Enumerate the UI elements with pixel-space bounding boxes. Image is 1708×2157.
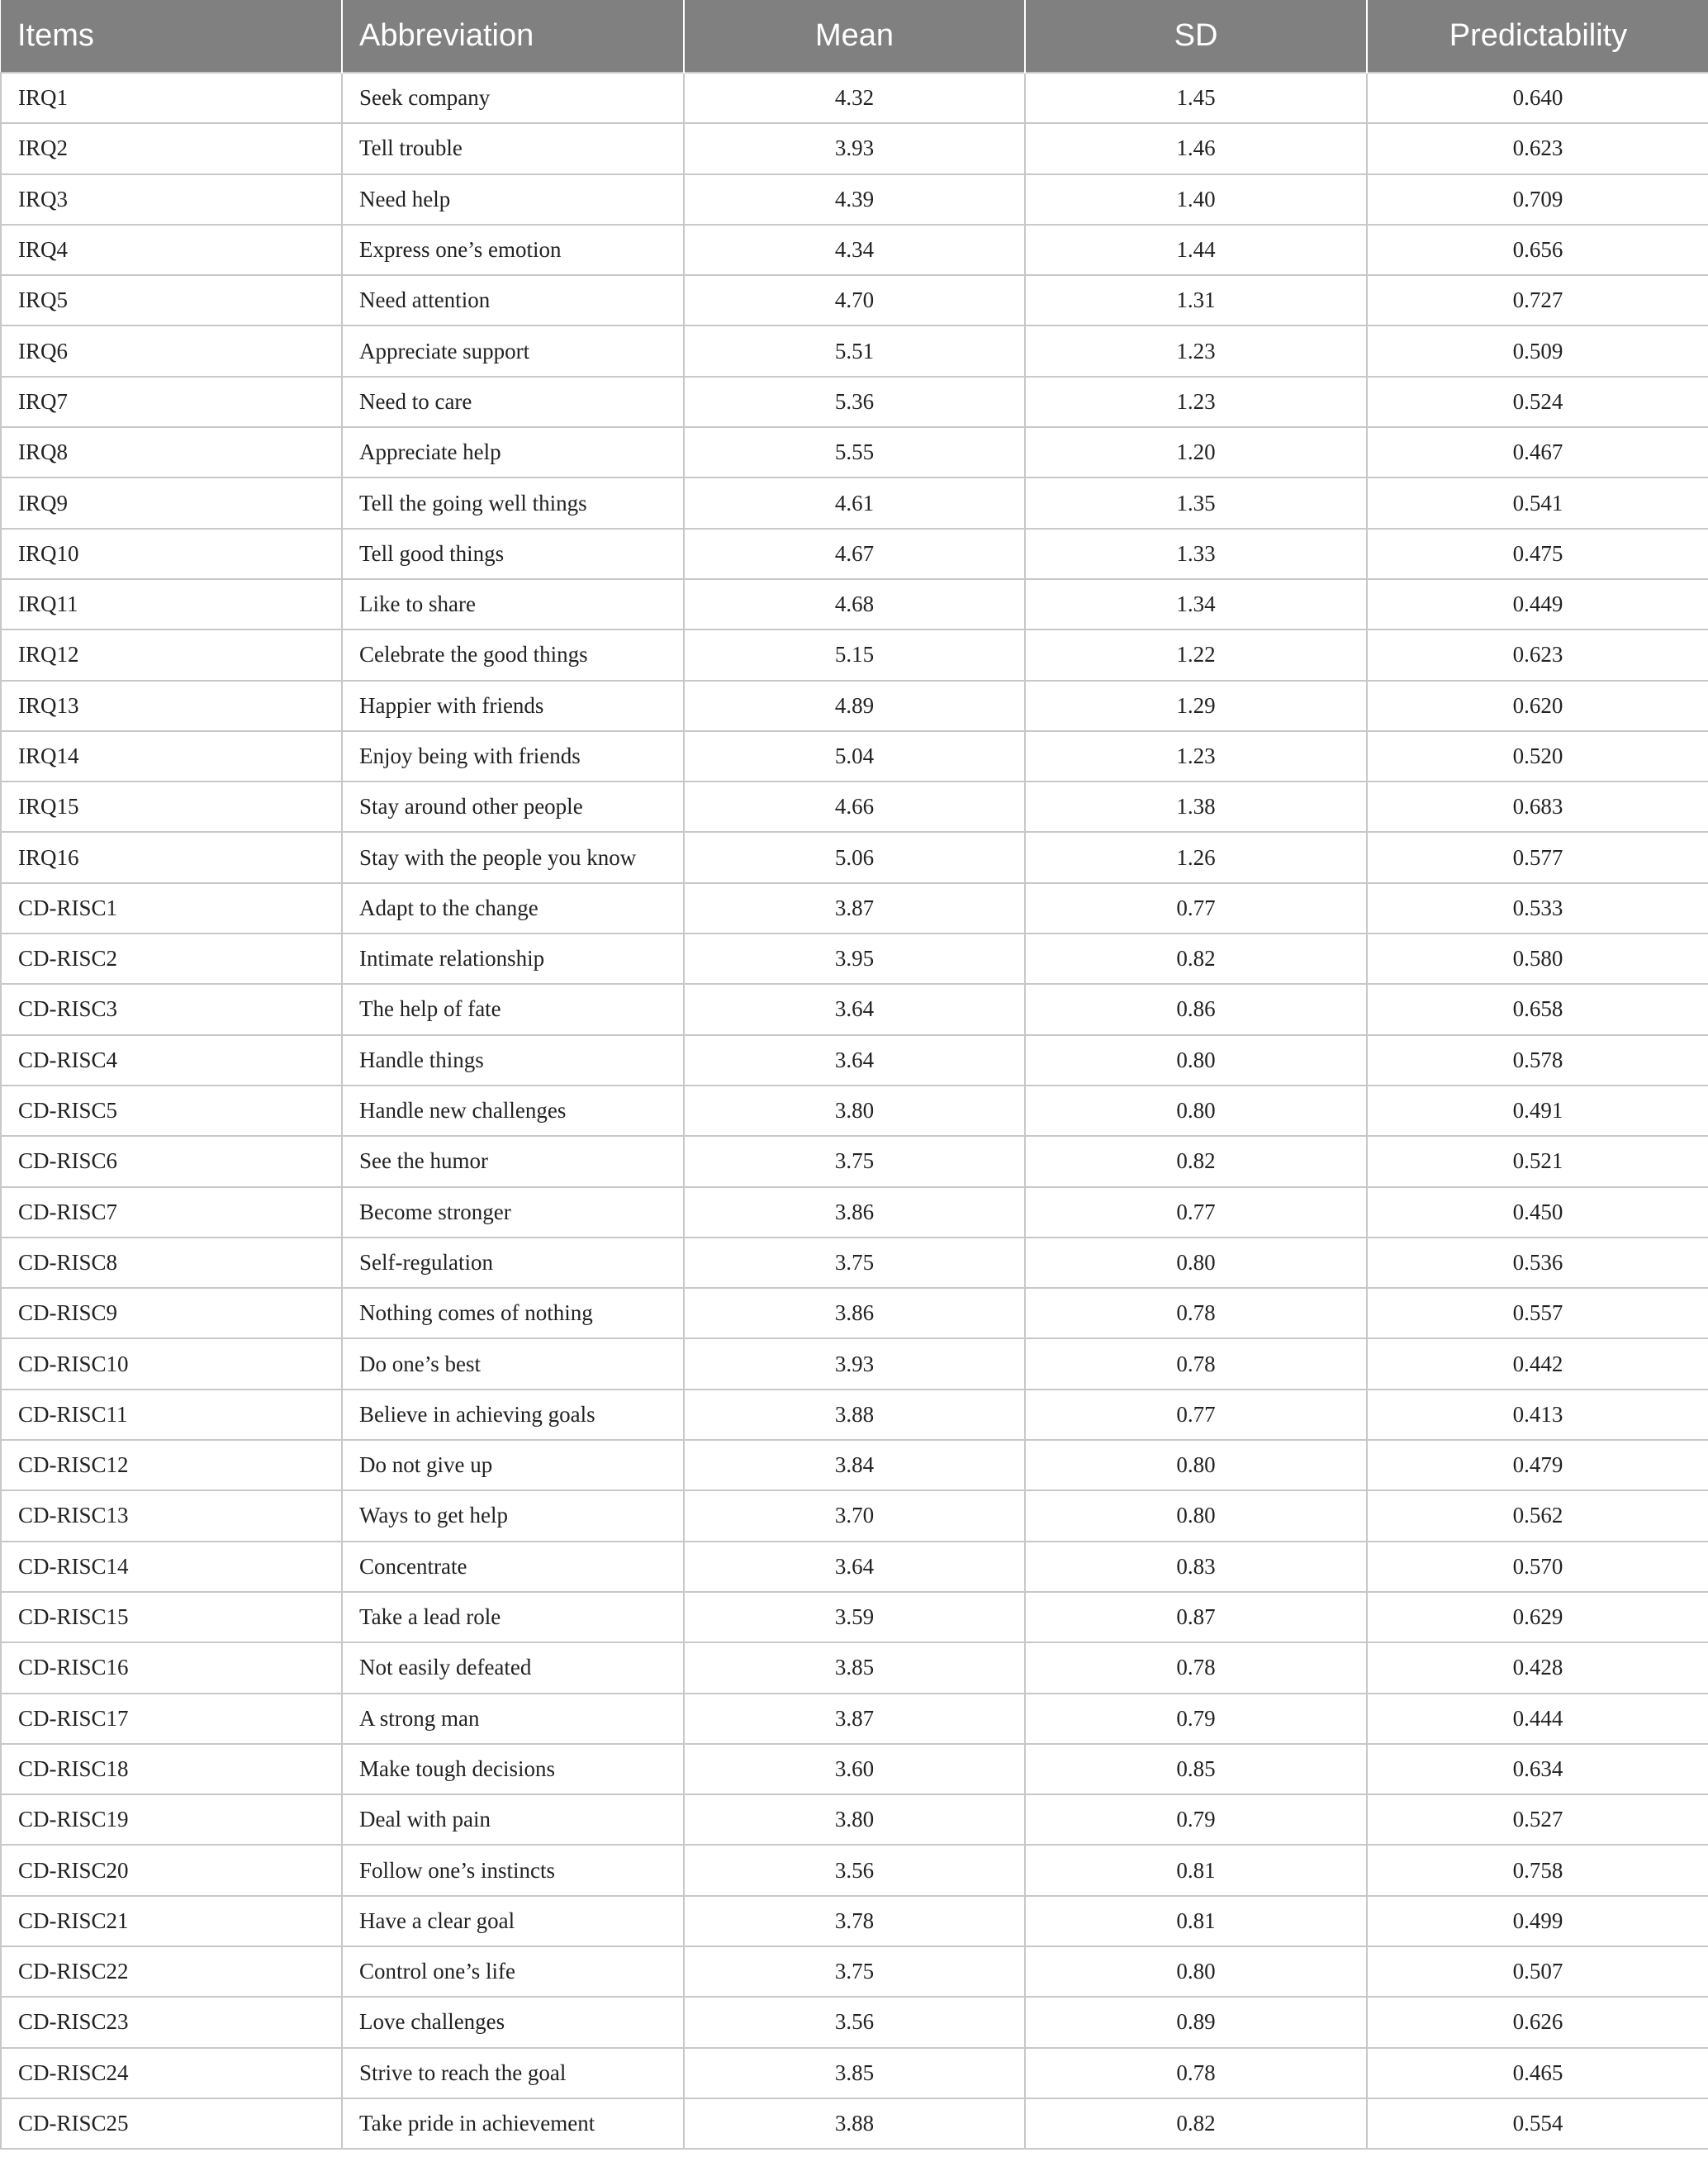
sd-cell: 0.77: [1025, 1390, 1367, 1440]
item-cell: CD-RISC4: [1, 1035, 342, 1086]
predictability-cell: 0.541: [1367, 477, 1708, 528]
table-row: [1, 529, 1708, 579]
predictability-cell: 0.499: [1367, 1896, 1708, 1946]
abbreviation-cell: Intimate relationship: [342, 934, 684, 984]
predictability-cell: 0.758: [1367, 1845, 1708, 1895]
column-header-sd: SD: [1025, 0, 1367, 73]
abbreviation-cell: Need help: [342, 174, 684, 225]
mean-cell: 3.64: [684, 984, 1025, 1034]
predictability-cell: 0.577: [1367, 832, 1708, 882]
mean-cell: 4.68: [684, 579, 1025, 630]
abbreviation-cell: Self-regulation: [342, 1238, 684, 1288]
sd-cell: 1.23: [1025, 325, 1367, 376]
item-cell: CD-RISC2: [1, 934, 342, 984]
sd-cell: 0.82: [1025, 1136, 1367, 1186]
item-cell: CD-RISC13: [1, 1490, 342, 1541]
mean-cell: 5.06: [684, 832, 1025, 882]
sd-cell: 0.77: [1025, 883, 1367, 934]
predictability-cell: 0.623: [1367, 123, 1708, 173]
predictability-cell: 0.709: [1367, 174, 1708, 225]
table-row: [1, 984, 1708, 1034]
sd-cell: 1.29: [1025, 681, 1367, 731]
predictability-cell: 0.491: [1367, 1086, 1708, 1136]
abbreviation-cell: Control one’s life: [342, 1946, 684, 1997]
abbreviation-cell: Tell the going well things: [342, 477, 684, 528]
table-body: [1, 73, 1708, 2149]
abbreviation-cell: A strong man: [342, 1694, 684, 1744]
table-row: [1, 1288, 1708, 1338]
item-cell: CD-RISC25: [1, 2098, 342, 2149]
mean-cell: 3.93: [684, 1338, 1025, 1389]
table-row: [1, 1238, 1708, 1288]
sd-cell: 1.34: [1025, 579, 1367, 630]
item-cell: CD-RISC5: [1, 1086, 342, 1136]
item-cell: CD-RISC11: [1, 1390, 342, 1440]
table-row: [1, 275, 1708, 325]
sd-cell: 1.45: [1025, 73, 1367, 123]
abbreviation-cell: Do not give up: [342, 1440, 684, 1490]
table-row: [1, 1542, 1708, 1592]
abbreviation-cell: Appreciate help: [342, 427, 684, 477]
item-cell: IRQ8: [1, 427, 342, 477]
sd-cell: 0.86: [1025, 984, 1367, 1034]
table-row: [1, 1794, 1708, 1845]
sd-cell: 1.35: [1025, 477, 1367, 528]
mean-cell: 3.75: [684, 1238, 1025, 1288]
item-cell: CD-RISC18: [1, 1744, 342, 1794]
item-cell: IRQ15: [1, 782, 342, 832]
predictability-cell: 0.658: [1367, 984, 1708, 1034]
table-row: [1, 123, 1708, 173]
sd-cell: 0.80: [1025, 1086, 1367, 1136]
header-row: [1, 0, 1708, 73]
sd-cell: 1.33: [1025, 529, 1367, 579]
item-cell: CD-RISC7: [1, 1187, 342, 1238]
table-row: [1, 477, 1708, 528]
mean-cell: 3.87: [684, 883, 1025, 934]
predictability-cell: 0.570: [1367, 1542, 1708, 1592]
table-row: [1, 1946, 1708, 1997]
abbreviation-cell: Ways to get help: [342, 1490, 684, 1541]
abbreviation-cell: Happier with friends: [342, 681, 684, 731]
sd-cell: 0.80: [1025, 1035, 1367, 1086]
item-cell: CD-RISC8: [1, 1238, 342, 1288]
mean-cell: 4.32: [684, 73, 1025, 123]
column-header-predictability: Predictability: [1367, 0, 1708, 73]
predictability-cell: 0.449: [1367, 579, 1708, 630]
abbreviation-cell: See the humor: [342, 1136, 684, 1186]
table-row: [1, 883, 1708, 934]
item-cell: CD-RISC9: [1, 1288, 342, 1338]
abbreviation-cell: Take a lead role: [342, 1592, 684, 1642]
table-row: [1, 1086, 1708, 1136]
mean-cell: 3.60: [684, 1744, 1025, 1794]
item-cell: CD-RISC19: [1, 1794, 342, 1845]
item-cell: IRQ2: [1, 123, 342, 173]
column-header-abbreviation: Abbreviation: [342, 0, 684, 73]
sd-cell: 0.79: [1025, 1694, 1367, 1744]
table-row: [1, 1997, 1708, 2047]
column-header-items: Items: [17, 18, 94, 53]
predictability-cell: 0.562: [1367, 1490, 1708, 1541]
predictability-cell: 0.578: [1367, 1035, 1708, 1086]
item-cell: IRQ14: [1, 731, 342, 782]
table-row: [1, 325, 1708, 376]
mean-cell: 3.64: [684, 1542, 1025, 1592]
table-row: [1, 1187, 1708, 1238]
item-cell: CD-RISC10: [1, 1338, 342, 1389]
predictability-cell: 0.527: [1367, 1794, 1708, 1845]
table-row: [1, 1845, 1708, 1895]
abbreviation-cell: Need to care: [342, 377, 684, 427]
predictability-cell: 0.634: [1367, 1744, 1708, 1794]
table-row: [1, 1390, 1708, 1440]
sd-cell: 1.23: [1025, 731, 1367, 782]
item-cell: CD-RISC14: [1, 1542, 342, 1592]
mean-cell: 3.93: [684, 123, 1025, 173]
abbreviation-cell: Stay around other people: [342, 782, 684, 832]
sd-cell: 0.85: [1025, 1744, 1367, 1794]
abbreviation-cell: Take pride in achievement: [342, 2098, 684, 2149]
abbreviation-cell: Stay with the people you know: [342, 832, 684, 882]
column-header-mean: Mean: [684, 0, 1025, 73]
sd-cell: 0.80: [1025, 1946, 1367, 1997]
item-cell: CD-RISC6: [1, 1136, 342, 1186]
table-row: [1, 427, 1708, 477]
mean-cell: 3.85: [684, 2048, 1025, 2098]
table-row: [1, 630, 1708, 680]
mean-cell: 3.86: [684, 1288, 1025, 1338]
item-cell: CD-RISC3: [1, 984, 342, 1034]
table-row: [1, 1490, 1708, 1541]
mean-cell: 4.34: [684, 225, 1025, 275]
mean-cell: 4.61: [684, 477, 1025, 528]
sd-cell: 1.20: [1025, 427, 1367, 477]
abbreviation-cell: Enjoy being with friends: [342, 731, 684, 782]
predictability-cell: 0.620: [1367, 681, 1708, 731]
mean-cell: 3.80: [684, 1794, 1025, 1845]
mean-cell: 4.89: [684, 681, 1025, 731]
item-cell: IRQ6: [1, 325, 342, 376]
mean-cell: 5.55: [684, 427, 1025, 477]
sd-cell: 0.78: [1025, 1288, 1367, 1338]
mean-cell: 4.66: [684, 782, 1025, 832]
item-cell: CD-RISC15: [1, 1592, 342, 1642]
table-row: [1, 2098, 1708, 2149]
item-cell: CD-RISC1: [1, 883, 342, 934]
abbreviation-cell: Do one’s best: [342, 1338, 684, 1389]
table-row: [1, 377, 1708, 427]
predictability-cell: 0.727: [1367, 275, 1708, 325]
abbreviation-cell: Not easily defeated: [342, 1642, 684, 1693]
item-cell: CD-RISC17: [1, 1694, 342, 1744]
mean-cell: 3.85: [684, 1642, 1025, 1693]
predictability-cell: 0.428: [1367, 1642, 1708, 1693]
predictability-cell: 0.442: [1367, 1338, 1708, 1389]
table-row: [1, 1694, 1708, 1744]
sd-cell: 0.80: [1025, 1490, 1367, 1541]
table-row: [1, 225, 1708, 275]
item-cell: CD-RISC24: [1, 2048, 342, 2098]
abbreviation-cell: Make tough decisions: [342, 1744, 684, 1794]
predictability-cell: 0.507: [1367, 1946, 1708, 1997]
sd-cell: 0.81: [1025, 1896, 1367, 1946]
table-header: [1, 0, 1708, 73]
mean-cell: 3.59: [684, 1592, 1025, 1642]
item-cell: IRQ10: [1, 529, 342, 579]
sd-cell: 0.78: [1025, 2048, 1367, 2098]
sd-cell: 1.38: [1025, 782, 1367, 832]
table-row: [1, 1136, 1708, 1186]
mean-cell: 3.84: [684, 1440, 1025, 1490]
sd-cell: 0.78: [1025, 1338, 1367, 1389]
abbreviation-cell: Express one’s emotion: [342, 225, 684, 275]
abbreviation-cell: Deal with pain: [342, 1794, 684, 1845]
abbreviation-cell: Like to share: [342, 579, 684, 630]
table-row: [1, 1896, 1708, 1946]
item-cell: CD-RISC16: [1, 1642, 342, 1693]
predictability-cell: 0.465: [1367, 2048, 1708, 2098]
sd-cell: 1.46: [1025, 123, 1367, 173]
mean-cell: 4.67: [684, 529, 1025, 579]
mean-cell: 5.04: [684, 731, 1025, 782]
mean-cell: 3.80: [684, 1086, 1025, 1136]
predictability-cell: 0.524: [1367, 377, 1708, 427]
sd-cell: 1.22: [1025, 630, 1367, 680]
table-row: [1, 1642, 1708, 1693]
predictability-cell: 0.629: [1367, 1592, 1708, 1642]
table-row: [1, 2048, 1708, 2098]
table-row: [1, 934, 1708, 984]
predictability-cell: 0.557: [1367, 1288, 1708, 1338]
mean-cell: 3.64: [684, 1035, 1025, 1086]
abbreviation-cell: Celebrate the good things: [342, 630, 684, 680]
sd-cell: 1.26: [1025, 832, 1367, 882]
mean-cell: 3.75: [684, 1946, 1025, 1997]
table-row: [1, 681, 1708, 731]
predictability-cell: 0.509: [1367, 325, 1708, 376]
table-row: [1, 1035, 1708, 1086]
sd-cell: 1.44: [1025, 225, 1367, 275]
mean-cell: 3.56: [684, 1845, 1025, 1895]
abbreviation-cell: Nothing comes of nothing: [342, 1288, 684, 1338]
predictability-cell: 0.450: [1367, 1187, 1708, 1238]
item-cell: CD-RISC22: [1, 1946, 342, 1997]
mean-cell: 5.51: [684, 325, 1025, 376]
abbreviation-cell: Need attention: [342, 275, 684, 325]
item-cell: IRQ7: [1, 377, 342, 427]
mean-cell: 4.70: [684, 275, 1025, 325]
sd-cell: 0.83: [1025, 1542, 1367, 1592]
item-cell: IRQ13: [1, 681, 342, 731]
item-cell: CD-RISC20: [1, 1845, 342, 1895]
abbreviation-cell: Follow one’s instincts: [342, 1845, 684, 1895]
item-cell: CD-RISC21: [1, 1896, 342, 1946]
item-cell: CD-RISC12: [1, 1440, 342, 1490]
table-row: [1, 832, 1708, 882]
item-cell: IRQ9: [1, 477, 342, 528]
predictability-cell: 0.479: [1367, 1440, 1708, 1490]
predictability-cell: 0.554: [1367, 2098, 1708, 2149]
predictability-cell: 0.580: [1367, 934, 1708, 984]
mean-cell: 3.95: [684, 934, 1025, 984]
mean-cell: 3.56: [684, 1997, 1025, 2047]
mean-cell: 3.75: [684, 1136, 1025, 1186]
abbreviation-cell: Handle new challenges: [342, 1086, 684, 1136]
abbreviation-cell: Strive to reach the goal: [342, 2048, 684, 2098]
item-cell: IRQ5: [1, 275, 342, 325]
predictability-cell: 0.467: [1367, 427, 1708, 477]
predictability-cell: 0.413: [1367, 1390, 1708, 1440]
sd-cell: 1.31: [1025, 275, 1367, 325]
sd-cell: 0.80: [1025, 1238, 1367, 1288]
predictability-cell: 0.626: [1367, 1997, 1708, 2047]
mean-cell: 3.86: [684, 1187, 1025, 1238]
predictability-cell: 0.683: [1367, 782, 1708, 832]
predictability-cell: 0.475: [1367, 529, 1708, 579]
item-cell: CD-RISC23: [1, 1997, 342, 2047]
sd-cell: 0.80: [1025, 1440, 1367, 1490]
abbreviation-cell: Believe in achieving goals: [342, 1390, 684, 1440]
abbreviation-cell: Tell trouble: [342, 123, 684, 173]
mean-cell: 4.39: [684, 174, 1025, 225]
item-cell: IRQ16: [1, 832, 342, 882]
predictability-cell: 0.623: [1367, 630, 1708, 680]
predictability-cell: 0.520: [1367, 731, 1708, 782]
abbreviation-cell: Seek company: [342, 73, 684, 123]
sd-cell: 0.82: [1025, 2098, 1367, 2149]
item-cell: IRQ4: [1, 225, 342, 275]
abbreviation-cell: Adapt to the change: [342, 883, 684, 934]
sd-cell: 0.79: [1025, 1794, 1367, 1845]
item-cell: IRQ3: [1, 174, 342, 225]
sd-cell: 0.87: [1025, 1592, 1367, 1642]
sd-cell: 0.78: [1025, 1642, 1367, 1693]
predictability-cell: 0.533: [1367, 883, 1708, 934]
mean-cell: 3.88: [684, 2098, 1025, 2149]
table-row: [1, 1338, 1708, 1389]
item-cell: IRQ11: [1, 579, 342, 630]
mean-cell: 5.36: [684, 377, 1025, 427]
abbreviation-cell: Tell good things: [342, 529, 684, 579]
abbreviation-cell: The help of fate: [342, 984, 684, 1034]
sd-cell: 1.40: [1025, 174, 1367, 225]
predictability-cell: 0.521: [1367, 1136, 1708, 1186]
predictability-cell: 0.444: [1367, 1694, 1708, 1744]
abbreviation-cell: Concentrate: [342, 1542, 684, 1592]
mean-cell: 3.78: [684, 1896, 1025, 1946]
abbreviation-cell: Become stronger: [342, 1187, 684, 1238]
abbreviation-cell: Love challenges: [342, 1997, 684, 2047]
table-row: [1, 579, 1708, 630]
item-cell: IRQ1: [1, 73, 342, 123]
sd-cell: 1.23: [1025, 377, 1367, 427]
table-row: [1, 73, 1708, 123]
sd-cell: 0.89: [1025, 1997, 1367, 2047]
table-row: [1, 731, 1708, 782]
item-cell: IRQ12: [1, 630, 342, 680]
mean-cell: 3.88: [684, 1390, 1025, 1440]
sd-cell: 0.82: [1025, 934, 1367, 984]
table-row: [1, 1744, 1708, 1794]
mean-cell: 3.70: [684, 1490, 1025, 1541]
sd-cell: 0.81: [1025, 1845, 1367, 1895]
abbreviation-cell: Handle things: [342, 1035, 684, 1086]
table-row: [1, 782, 1708, 832]
mean-cell: 3.87: [684, 1694, 1025, 1744]
abbreviation-cell: Have a clear goal: [342, 1896, 684, 1946]
sd-cell: 0.77: [1025, 1187, 1367, 1238]
predictability-cell: 0.640: [1367, 73, 1708, 123]
table-row: [1, 174, 1708, 225]
predictability-cell: 0.656: [1367, 225, 1708, 275]
predictability-cell: 0.536: [1367, 1238, 1708, 1288]
table-row: [1, 1440, 1708, 1490]
table-row: [1, 1592, 1708, 1642]
abbreviation-cell: Appreciate support: [342, 325, 684, 376]
mean-cell: 5.15: [684, 630, 1025, 680]
